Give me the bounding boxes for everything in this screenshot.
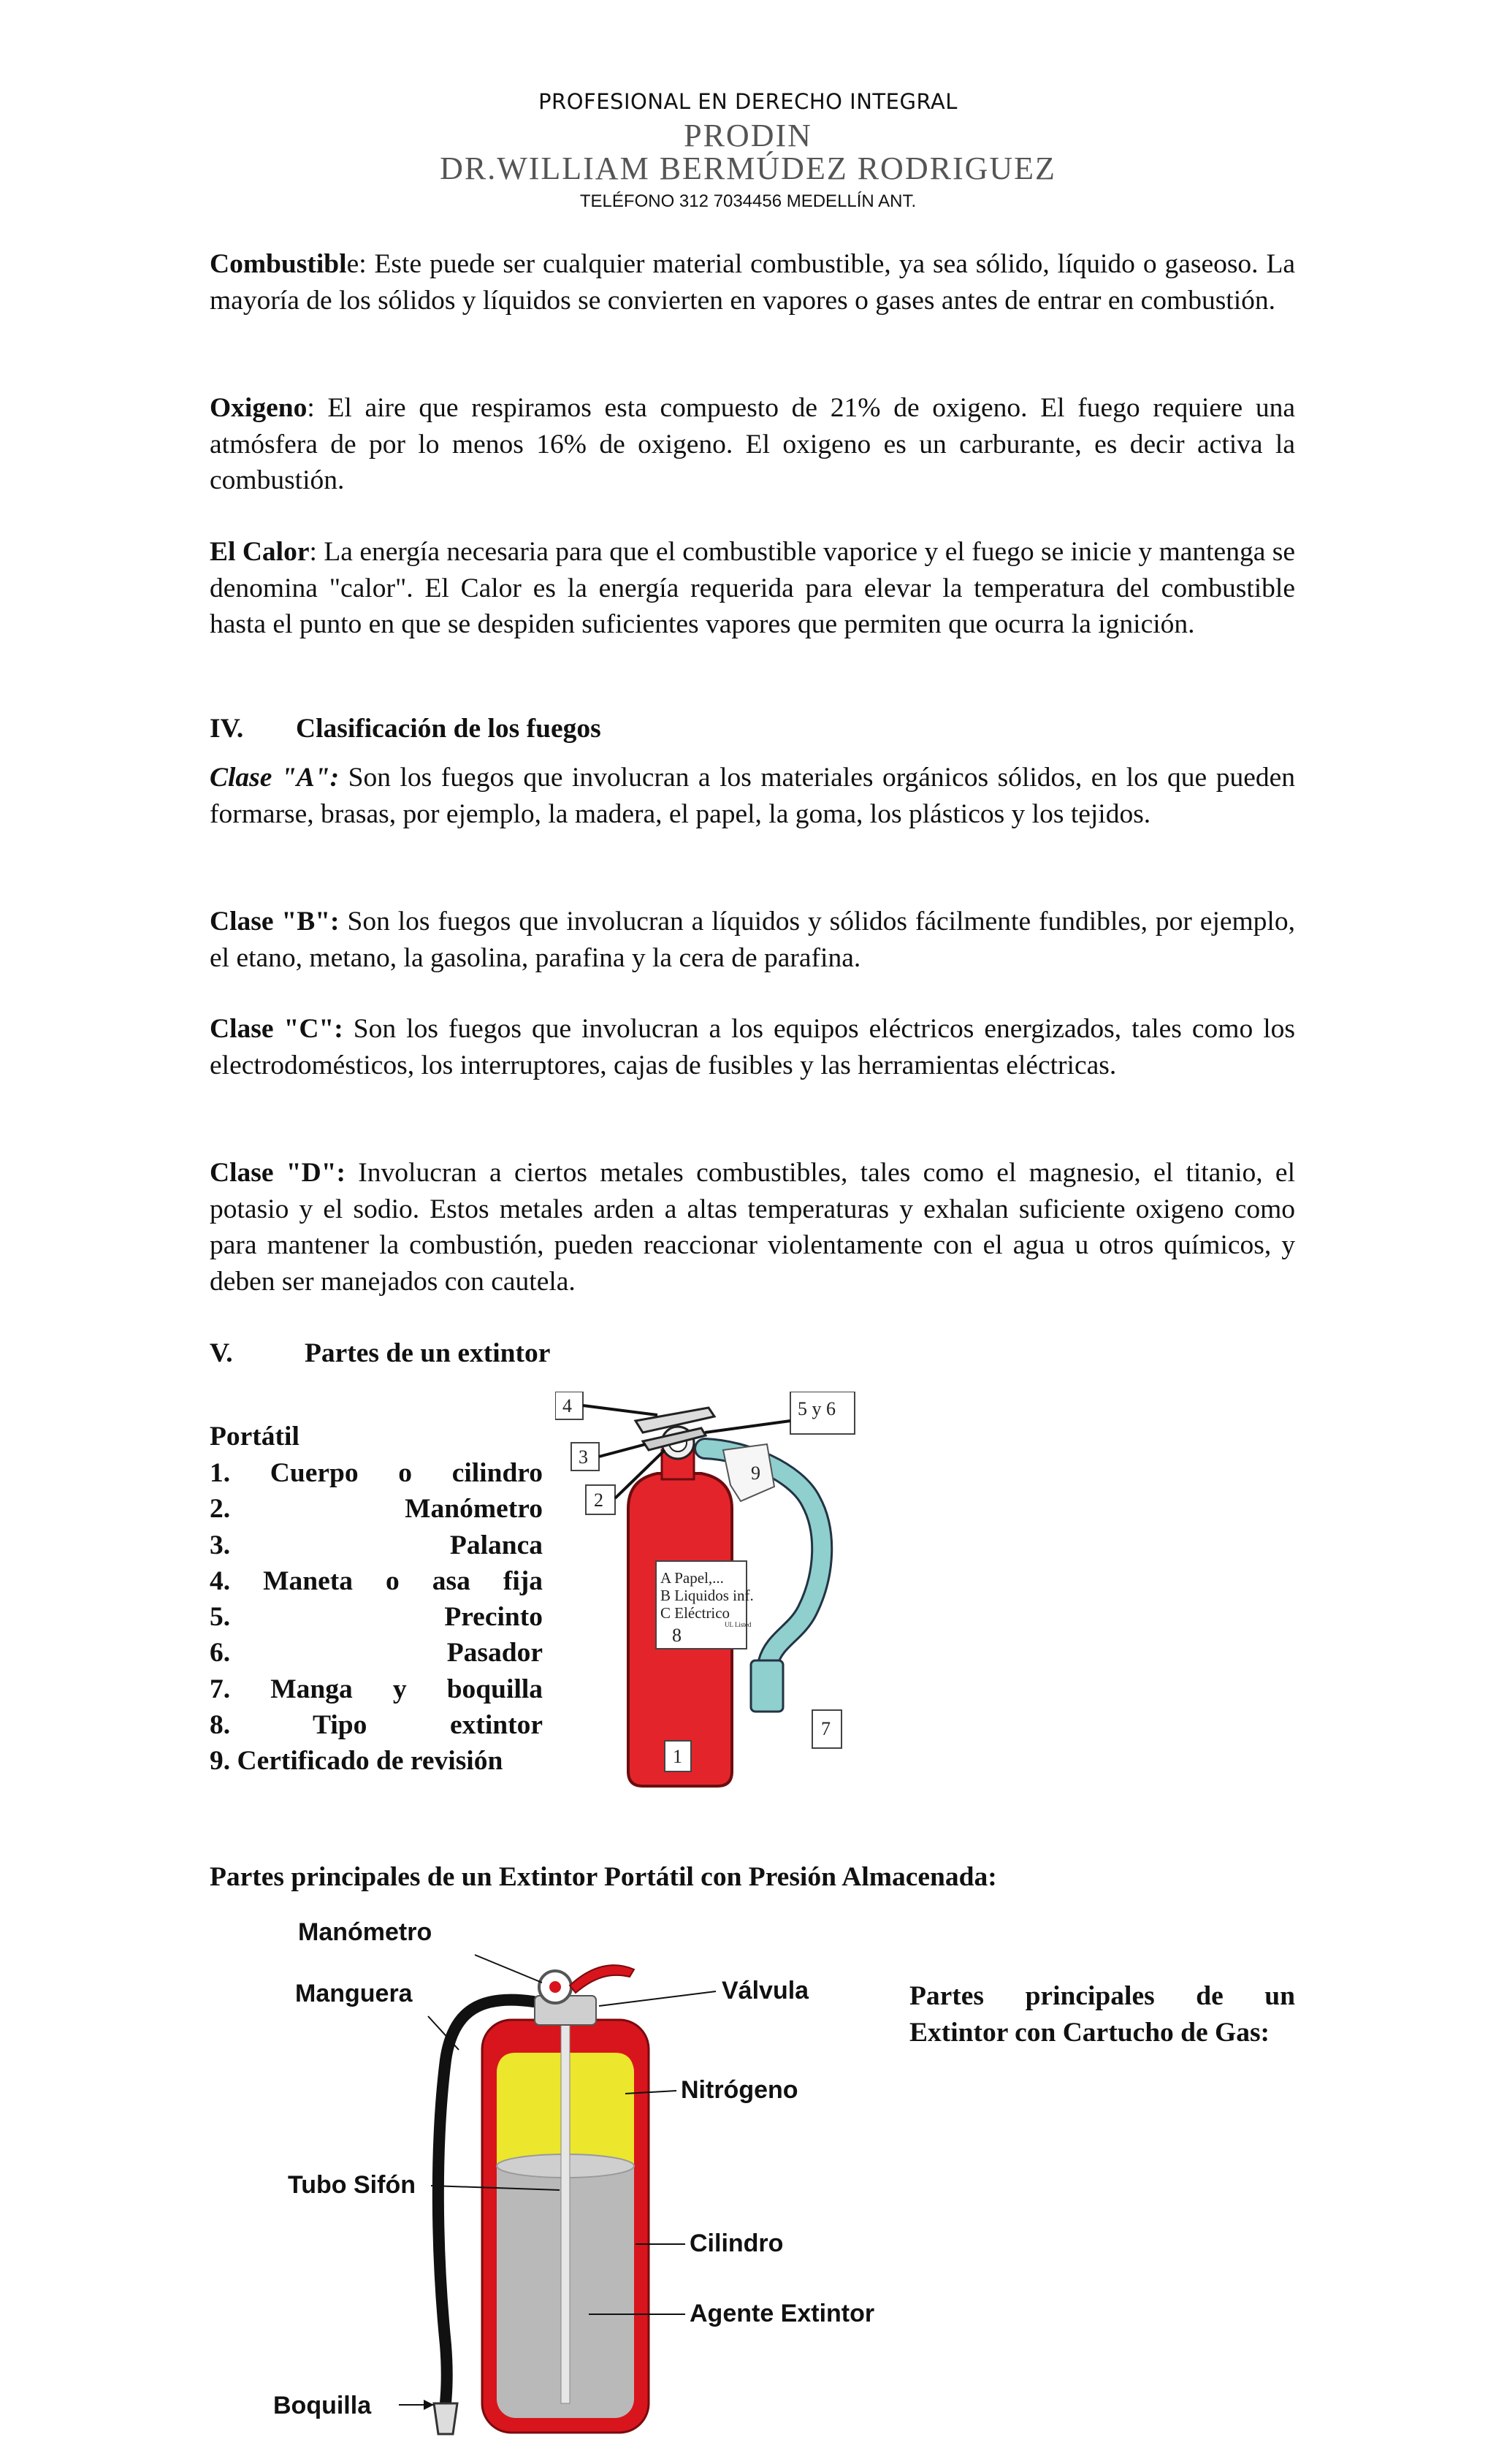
portable-extinguisher-figure	[555, 1392, 877, 1801]
header-name: DR.WILLIAM BERMÚDEZ RODRIGUEZ	[440, 150, 1056, 186]
term-clase-d: Clase "D":	[210, 1158, 346, 1188]
paragraph-clase-a	[210, 760, 1295, 832]
term-clase-a: Clase "A":	[210, 763, 340, 793]
label-manguera: Manguera	[295, 1980, 413, 2007]
term-calor: El Calor	[210, 537, 310, 567]
header-brand: PRODIN	[684, 118, 812, 153]
text-calor: : La energía necesaria para que el combustible vaporice y el fuego se inicie y mantenga se denomina "calor". El Calor es la energía requerida para elevar la temperatura del combustible hasta el punto en que se despiden suficientes vapores que permiten que ocurra la ignición.	[210, 537, 1295, 639]
paragraph-clase-c	[210, 1011, 1295, 1083]
figure-subtitle: Partes principales de un Extintor Portátil con Presión Almacenada:	[210, 1862, 997, 1892]
list-item: 6. Pasador	[210, 1638, 543, 1668]
text-clase-a: Son los fuegos que involucran a los materiales orgánicos sólidos, en los que pueden formarse, brasas, por ejemplo, la madera, el papel, la goma, los plásticos y los tejidos.	[210, 763, 1295, 829]
callout-7: 7	[821, 1718, 831, 1739]
callout-8: 8	[672, 1625, 682, 1646]
paragraph-combustible	[210, 246, 1295, 319]
term-combustible: Combustibl	[210, 249, 347, 279]
callout-3: 3	[579, 1446, 588, 1468]
term-combustible-rest: e	[346, 249, 359, 279]
list-item: 4. Maneta o asa fija	[210, 1565, 543, 1596]
paragraph-clase-d	[210, 1155, 1295, 1300]
header-phone: TELÉFONO 312 7034456 MEDELLÍN ANT.	[579, 191, 917, 211]
text-combustible: : Este puede ser cualquier material combustible, ya sea sólido, líquido o gaseoso. La mayoría de los sólidos y líquidos se convierten en vapores o gases antes de entrar en combustión.	[210, 249, 1295, 316]
list-item: 7. Manga y boquilla	[210, 1674, 543, 1704]
paragraph-oxigeno	[210, 390, 1295, 499]
callout-1: 1	[673, 1746, 682, 1767]
text-clase-b: Son los fuegos que involucran a líquidos y sólidos fácilmente fundibles, por ejemplo, el etano, metano, la gasolina, parafina y la cera de parafina.	[210, 907, 1295, 973]
label-nitrogeno: Nitrógeno	[681, 2076, 798, 2104]
list-item: 8. Tipo extintor	[210, 1710, 543, 1741]
text-clase-d: Involucran a ciertos metales combustibles, tales como el magnesio, el titanio, el potasio y el sodio. Estos metales arden a altas temperaturas y exhalan suficiente oxigeno como para mantener la combustión, pueden reaccionar violentamente con el agua u otros químicos, y deben ser manejados con cautela.	[210, 1158, 1295, 1297]
term-clase-b: Clase "B":	[210, 907, 340, 937]
portable-title: Portátil	[210, 1422, 299, 1452]
stored-pressure-figure	[270, 1914, 898, 2440]
text-clase-c: Son los fuegos que involucran a los equipos eléctricos energizados, tales como los electrodomésticos, los interruptores, cajas de fusibles y las herramientas eléctricas.	[210, 1014, 1295, 1080]
label-agente-extintor: Agente Extintor	[690, 2300, 875, 2327]
paragraph-clase-b	[210, 904, 1295, 976]
callout-5-6: 5 y 6	[798, 1398, 836, 1419]
label-mark: UL Listed	[725, 1621, 752, 1628]
label-valvula: Válvula	[722, 1977, 809, 2005]
header-org: PROFESIONAL EN DERECHO INTEGRAL	[538, 89, 958, 114]
section-heading-iv	[210, 713, 601, 744]
list-item: 5. Precinto	[210, 1602, 543, 1633]
term-oxigeno: Oxigeno	[210, 393, 308, 423]
callout-4: 4	[562, 1395, 572, 1416]
label-line-a: A Papel,...	[660, 1569, 724, 1587]
list-item: 3. Palanca	[210, 1530, 543, 1560]
label-line-b: B Liquidos inf.	[660, 1587, 754, 1604]
section-number-v: V.	[210, 1338, 233, 1368]
cartridge-extinguisher-title: Partes principales de un Extintor con Cartucho de Gas:	[909, 1981, 1295, 2048]
list-item: 2. Manómetro	[210, 1494, 543, 1525]
section-heading-v	[210, 1338, 550, 1369]
list-item: 1. Cuerpo o cilindro	[210, 1458, 543, 1488]
section-title-v: Partes de un extintor	[305, 1338, 551, 1368]
text-oxigeno: : El aire que respiramos esta compuesto de 21% de oxigeno. El fuego requiere una atmósfera de por lo menos 16% de oxigeno. El oxigeno es un carburante, es decir activa la combustión.	[210, 393, 1295, 495]
list-item: 9. Certificado de revisión	[210, 1746, 503, 1777]
callout-9: 9	[751, 1462, 760, 1484]
label-line-c: C Eléctrico	[660, 1604, 730, 1622]
paragraph-calor	[210, 534, 1295, 643]
label-manometro: Manómetro	[298, 1918, 432, 1946]
section-number-iv: IV.	[210, 714, 244, 744]
callout-2: 2	[594, 1490, 603, 1511]
label-boquilla: Boquilla	[273, 2392, 372, 2419]
label-tubo-sifon: Tubo Sifón	[288, 2171, 416, 2199]
label-cilindro: Cilindro	[690, 2230, 784, 2257]
term-clase-c: Clase "C":	[210, 1014, 343, 1044]
section-title-iv: Clasificación de los fuegos	[296, 714, 601, 744]
